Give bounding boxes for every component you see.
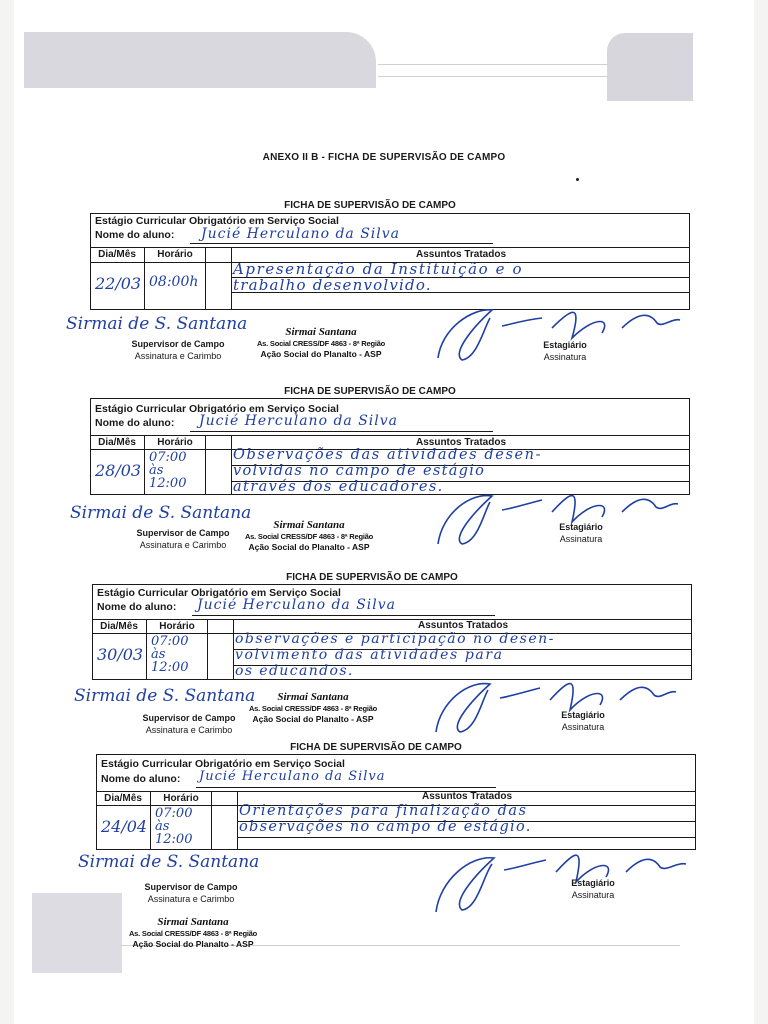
col-time-header: Horário xyxy=(157,249,193,260)
stamp-registration: As. Social CRESS/DF 4863 - 8ª Região xyxy=(244,532,374,541)
stamp-organization: Ação Social do Planalto - ASP xyxy=(260,349,382,359)
supervisor-signature: Sirmai de S. Santana xyxy=(66,314,248,334)
supervisor-stamp xyxy=(246,327,396,360)
col-divider xyxy=(144,247,145,309)
col-date-header: Dia/Mês xyxy=(98,249,136,260)
internship-heading: Estágio Curricular Obrigatório em Serviço Social xyxy=(97,587,341,599)
subject-line-1: observações e participação no desen- xyxy=(235,631,555,647)
subject-line-2: volvimento das atividades para xyxy=(235,647,504,663)
supervisor-label: Supervisor de Campo xyxy=(131,339,225,349)
scan-shadow xyxy=(24,32,376,88)
col-date-header: Dia/Mês xyxy=(98,437,136,448)
student-label: Nome do aluno: xyxy=(97,601,177,613)
form-table xyxy=(92,584,692,680)
col-time-header: Horário xyxy=(163,793,199,804)
intern-label: Estagiário xyxy=(561,710,605,720)
student-name-line xyxy=(190,243,493,244)
stamp-registration: As. Social CRESS/DF 4863 - 8ª Região xyxy=(256,339,386,348)
stamp-registration: As. Social CRESS/DF 4863 - 8ª Região xyxy=(248,704,378,713)
subject-line-2: trabalho desenvolvido. xyxy=(233,276,432,294)
entry-time: 08:00h xyxy=(149,274,199,290)
document-title: ANEXO II B - FICHA DE SUPERVISÃO DE CAMPO xyxy=(262,152,506,163)
student-label: Nome do aluno: xyxy=(95,229,175,241)
student-name: Jucié Herculano da Silva xyxy=(197,597,397,613)
supervisor-caption xyxy=(134,712,244,736)
stamp-name: Sirmai Santana xyxy=(285,326,357,338)
col-subject-header: Assuntos Tratados xyxy=(421,791,513,802)
col-subject-header: Assuntos Tratados xyxy=(415,437,507,448)
intern-sublabel: Assinatura xyxy=(559,534,603,544)
supervisor-signature: Sirmai de S. Santana xyxy=(78,852,260,872)
scan-shadow xyxy=(607,33,693,101)
col-divider xyxy=(211,791,212,849)
entry-date: 22/03 xyxy=(95,274,142,293)
form-table xyxy=(90,213,690,310)
stamp-organization: Ação Social do Planalto - ASP xyxy=(132,939,254,949)
subject-line-3: os educandos. xyxy=(235,663,354,679)
student-label: Nome do aluno: xyxy=(101,773,181,785)
intern-caption xyxy=(530,339,600,363)
supervisor-signature: Sirmai de S. Santana xyxy=(70,503,252,523)
form-title: FICHA DE SUPERVISÃO DE CAMPO xyxy=(290,742,462,753)
supervisor-sublabel: Assinatura e Carimbo xyxy=(145,725,233,735)
intern-label: Estagiário xyxy=(543,340,587,350)
col-date-header: Dia/Mês xyxy=(100,621,138,632)
supervisor-caption xyxy=(136,881,246,905)
intern-caption xyxy=(558,877,628,901)
intern-label: Estagiário xyxy=(571,878,615,888)
subject-line-2: volvidas no campo de estágio xyxy=(233,463,486,479)
scan-line xyxy=(378,64,608,65)
form-title: FICHA DE SUPERVISÃO DE CAMPO xyxy=(286,572,458,583)
col-divider xyxy=(205,247,206,309)
internship-heading: Estágio Curricular Obrigatório em Serviço Social xyxy=(95,403,339,415)
student-label: Nome do aluno: xyxy=(95,417,175,429)
subject-line-3: através dos educadores. xyxy=(233,479,444,495)
row-divider xyxy=(91,435,689,436)
scan-line xyxy=(378,76,608,77)
stamp-registration: As. Social CRESS/DF 4863 - 8ª Região xyxy=(128,929,258,938)
student-name: Jucié Herculano da Silva xyxy=(199,413,399,429)
col-divider xyxy=(207,619,208,679)
supervisor-sublabel: Assinatura e Carimbo xyxy=(147,894,235,904)
col-time-header: Horário xyxy=(157,437,193,448)
entry-date: 28/03 xyxy=(95,461,142,480)
intern-caption xyxy=(546,521,616,545)
subject-line-2: observações no campo de estágio. xyxy=(239,819,532,835)
row-divider xyxy=(237,837,695,838)
form-table xyxy=(90,398,690,495)
supervisor-sublabel: Assinatura e Carimbo xyxy=(134,351,222,361)
col-divider xyxy=(144,435,145,494)
student-name-line xyxy=(192,615,495,616)
supervisor-stamp xyxy=(234,520,384,553)
supervisor-stamp xyxy=(238,692,388,725)
col-divider xyxy=(231,435,232,494)
col-subject-header: Assuntos Tratados xyxy=(415,249,507,260)
col-divider xyxy=(146,619,147,679)
entry-time: 07:00 às 12:00 xyxy=(149,450,187,491)
col-divider xyxy=(231,247,232,309)
student-name-line xyxy=(190,431,493,432)
supervisor-sublabel: Assinatura e Carimbo xyxy=(139,540,227,550)
subject-line-1: Observações das atividades desen- xyxy=(233,447,543,463)
form-title: FICHA DE SUPERVISÃO DE CAMPO xyxy=(284,200,456,211)
col-subject-header: Assuntos Tratados xyxy=(417,620,509,631)
intern-sublabel: Assinatura xyxy=(561,722,605,732)
form-table xyxy=(96,754,696,850)
supervisor-caption xyxy=(128,527,238,551)
col-divider xyxy=(237,791,238,849)
student-name: Jucié Herculano da Silva xyxy=(201,226,401,242)
student-name-line xyxy=(196,787,496,788)
col-time-header: Horário xyxy=(159,621,195,632)
subject-line-1: Apresentação da Instituição e o xyxy=(233,260,524,278)
form-title: FICHA DE SUPERVISÃO DE CAMPO xyxy=(284,386,456,397)
intern-label: Estagiário xyxy=(559,522,603,532)
supervisor-caption xyxy=(118,338,238,362)
stamp-name: Sirmai Santana xyxy=(157,916,229,928)
intern-sublabel: Assinatura xyxy=(543,352,587,362)
stamp-name: Sirmai Santana xyxy=(273,519,345,531)
supervisor-label: Supervisor de Campo xyxy=(144,882,238,892)
col-divider xyxy=(233,619,234,679)
student-name: Jucié Herculano da Silva xyxy=(199,769,386,784)
row-divider xyxy=(91,247,689,248)
supervisor-signature: Sirmai de S. Santana xyxy=(74,686,256,706)
intern-caption xyxy=(548,709,618,733)
entry-date: 24/04 xyxy=(101,817,148,836)
col-divider xyxy=(205,435,206,494)
stamp-organization: Ação Social do Planalto - ASP xyxy=(252,714,374,724)
entry-time: 07:00 às 12:00 xyxy=(151,634,189,675)
internship-heading: Estágio Curricular Obrigatório em Serviço Social xyxy=(95,215,339,227)
internship-heading: Estágio Curricular Obrigatório em Serviço Social xyxy=(101,758,345,770)
supervisor-label: Supervisor de Campo xyxy=(142,713,236,723)
col-date-header: Dia/Mês xyxy=(104,793,142,804)
supervisor-label: Supervisor de Campo xyxy=(136,528,230,538)
supervisor-stamp xyxy=(118,917,268,950)
entry-time: 07:00 às 12:00 xyxy=(155,806,193,847)
stamp-organization: Ação Social do Planalto - ASP xyxy=(248,542,370,552)
entry-date: 30/03 xyxy=(97,645,144,664)
intern-sublabel: Assinatura xyxy=(571,890,615,900)
stamp-name: Sirmai Santana xyxy=(277,691,349,703)
col-divider xyxy=(150,791,151,849)
subject-line-1: Orientações para finalização das xyxy=(239,803,528,819)
ink-dot xyxy=(576,178,579,181)
